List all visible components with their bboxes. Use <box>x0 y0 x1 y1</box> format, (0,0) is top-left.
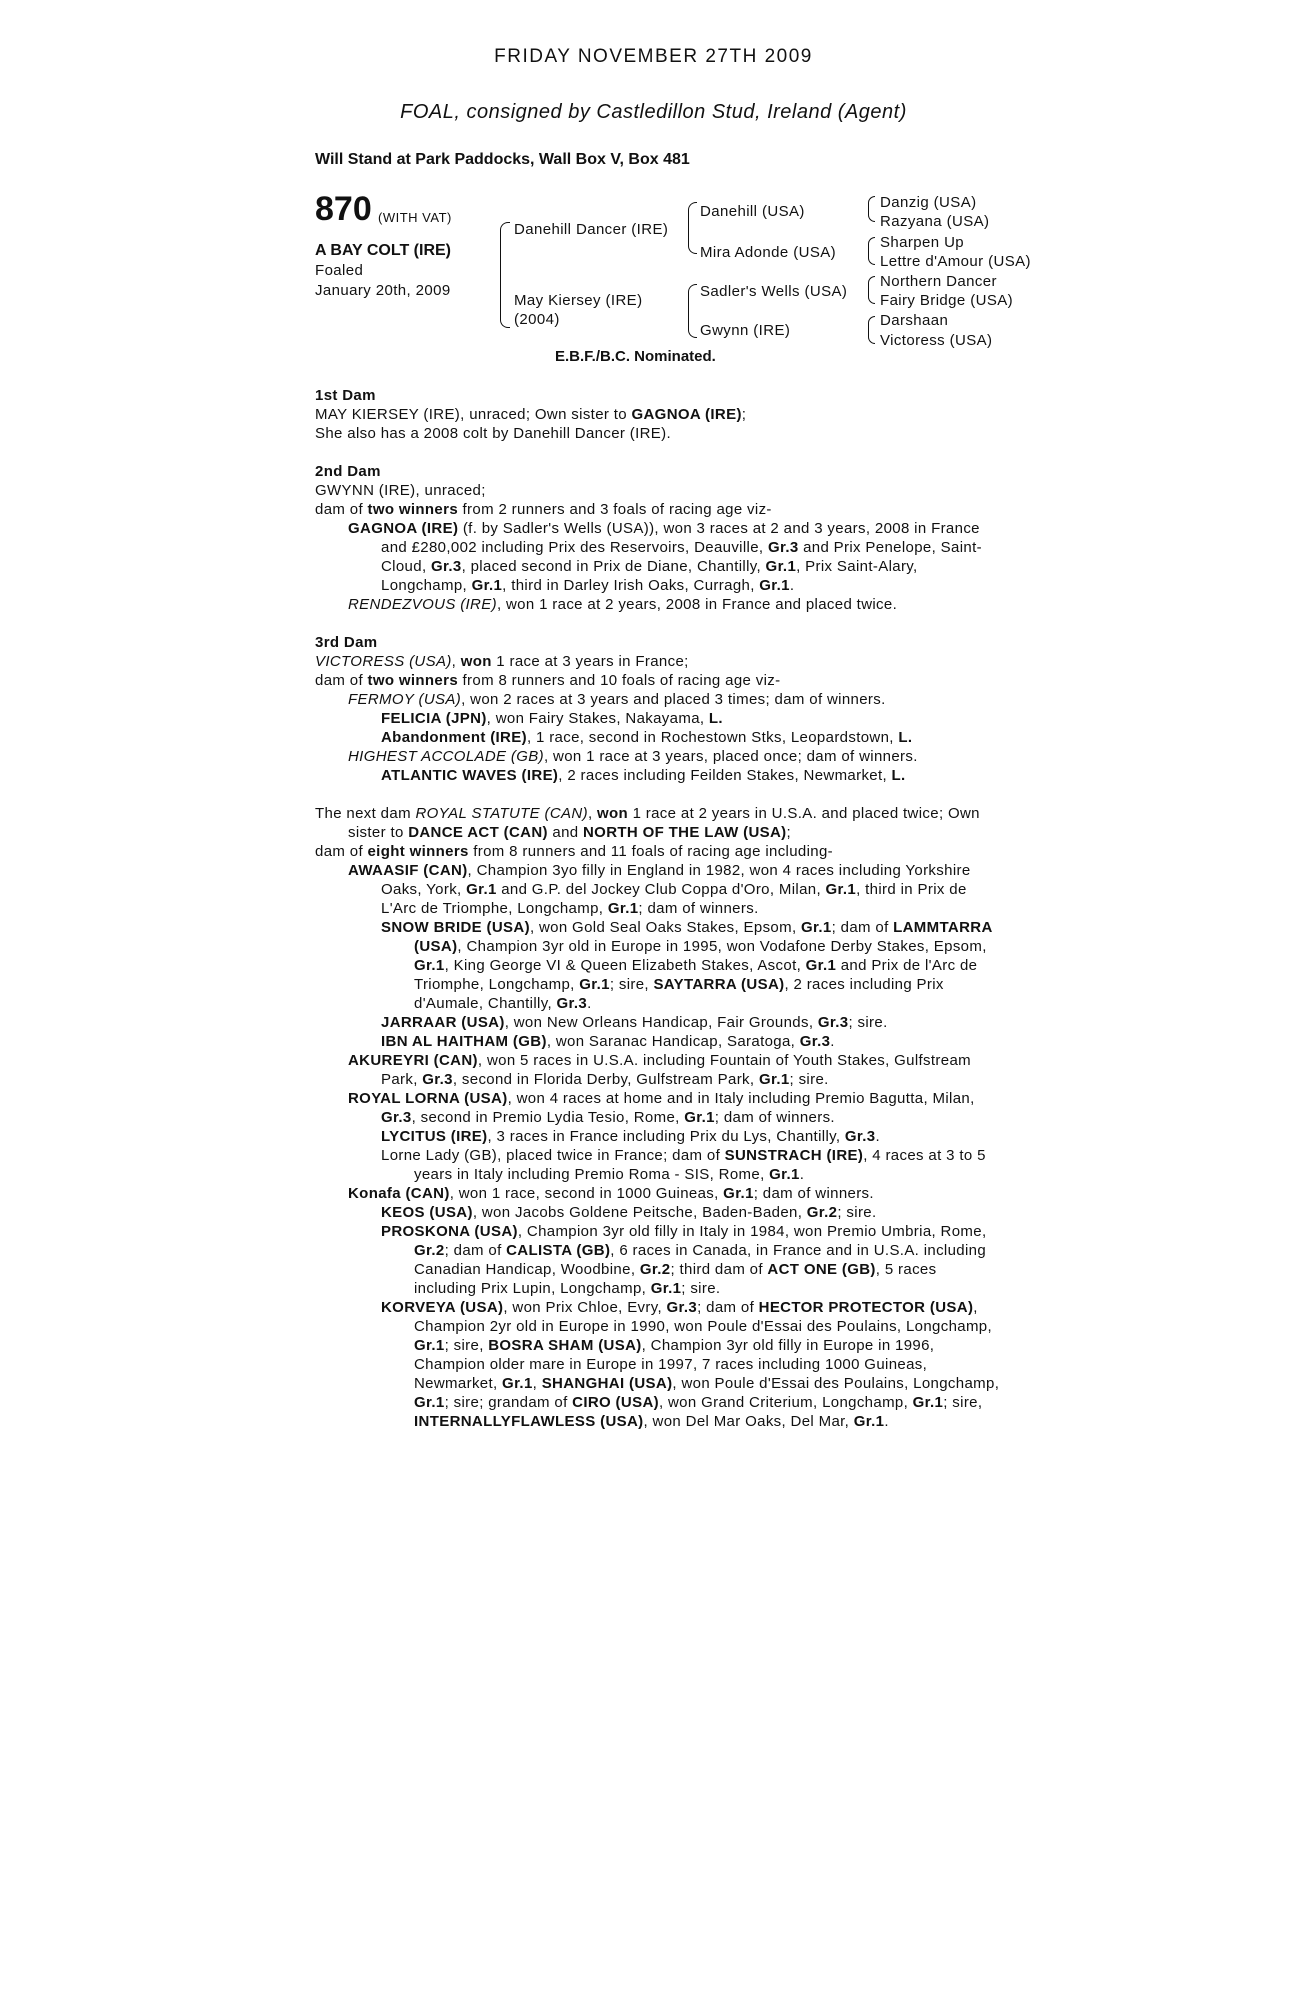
next-dam-produce: dam of eight winners from 8 runners and 11 foals of racing age including- <box>315 843 834 860</box>
pedigree-sire-dam: Mira Adonde (USA) <box>700 244 837 261</box>
entry-korveya: KORVEYA (USA), won Prix Chloe, Evry, Gr.3; dam of HECTOR PROTECTOR (USA), Champion 2yr old in Europe in 1990, won Poule d'Essai des Poulains, Longchamp, Gr.1; sire, BOSRA SHAM (USA), Champion 3yr old filly in Europe in 1996, Champion older mare in Europe in 1997, 7 races including 1000 Guineas, Newmarket, Gr.1, SHANGHAI (USA), won Poule d'Essai des Poulains, Longchamp, Gr.1; sire; grandam of CIRO (USA), won Grand Criterium, Longchamp, Gr.1; sire, INTERNALLYFLAWLESS (USA), won Del Mar Oaks, Del Mar, Gr.1. <box>381 1299 1000 1430</box>
pedigree-sire: Danehill Dancer (IRE) <box>514 221 669 238</box>
entry-keos: KEOS (USA), won Jacobs Goldene Peitsche, Baden-Baden, Gr.2; sire. <box>381 1204 877 1221</box>
entry-proskona: PROSKONA (USA), Champion 3yr old filly in Italy in 1984, won Premio Umbria, Rome, Gr.2; dam of CALISTA (GB), 6 races in Canada, in France and in U.S.A. including Canadian Handicap, Woodbine, Gr.2; third dam of ACT ONE (GB), 5 races including Prix Lupin, Longchamp, Gr.1; sire. <box>381 1223 987 1297</box>
stand-location: Will Stand at Park Paddocks, Wall Box V, Box 481 <box>315 151 690 168</box>
second-dam-line: GWYNN (IRE), unraced; <box>315 482 486 499</box>
pedigree-dds: Darshaan <box>880 312 949 329</box>
entry-gagnoa: GAGNOA (IRE) (f. by Sadler's Wells (USA)), won 3 races at 2 and 3 years, 2008 in France and £280,002 including Prix des Reservoirs, Deauville, Gr.3 and Prix Penelope, Saint-Cloud, Gr.3, placed second in Prix de Diane, Chantilly, Gr.1, Prix Saint-Alary, Longchamp, Gr.1, third in Darley Irish Oaks, Curragh, Gr.1. <box>348 520 982 594</box>
entry-jarraar: JARRAAR (USA), won New Orleans Handicap, Fair Grounds, Gr.3; sire. <box>381 1014 888 1031</box>
pedigree-dsd: Fairy Bridge (USA) <box>880 292 1014 309</box>
entry-snow-bride: SNOW BRIDE (USA), won Gold Seal Oaks Stakes, Epsom, Gr.1; dam of LAMMTARRA (USA), Champion 3yr old in Europe in 1995, won Vodafone Derby Stakes, Epsom, Gr.1, King George VI & Queen Elizabeth Stakes, Ascot, Gr.1 and Prix de l'Arc de Triomphe, Longchamp, Gr.1; sire, SAYTARRA (USA), 2 races including Prix d'Aumale, Chantilly, Gr.3. <box>381 919 993 1012</box>
foaled-label: Foaled <box>315 262 364 279</box>
first-dam-heading: 1st Dam <box>315 387 376 404</box>
entry-rendezvous: RENDEZVOUS (IRE), won 1 race at 2 years, 2008 in France and placed twice. <box>348 596 898 613</box>
third-dam-produce: dam of two winners from 8 runners and 10 foals of racing age viz- <box>315 672 781 689</box>
pedigree-dss: Northern Dancer <box>880 273 997 290</box>
consignor-line: FOAL, consigned by Castledillon Stud, Ireland (Agent) <box>400 101 907 123</box>
sale-date: FRIDAY NOVEMBER 27TH 2009 <box>494 46 813 67</box>
entry-fermoy: FERMOY (USA), won 2 races at 3 years and placed 3 times; dam of winners. <box>348 691 886 708</box>
pedigree-sdd: Lettre d'Amour (USA) <box>880 253 1031 270</box>
pedigree-sss: Danzig (USA) <box>880 194 977 211</box>
vat-note: (WITH VAT) <box>378 210 452 225</box>
first-dam-line: MAY KIERSEY (IRE), unraced; Own sister to GAGNOA (IRE); <box>315 406 747 423</box>
first-dam-note: She also has a 2008 colt by Danehill Dancer (IRE). <box>315 425 672 442</box>
pedigree-brace-ss <box>868 196 875 222</box>
pedigree-brace-dam <box>688 284 697 338</box>
pedigree-dam-sire: Sadler's Wells (USA) <box>700 283 848 300</box>
next-dam-line: The next dam ROYAL STATUTE (CAN), won 1 race at 2 years in U.S.A. and placed twice; Own sister to DANCE ACT (CAN) and NORTH OF THE LAW (USA); <box>315 805 980 841</box>
entry-royal-lorna: ROYAL LORNA (USA), won 4 races at home and in Italy including Premio Bagutta, Milan, Gr.3, second in Premio Lydia Tesio, Rome, Gr.1; dam of winners. <box>348 1090 975 1126</box>
pedigree-brace-sire <box>688 202 697 254</box>
pedigree-brace-dd <box>868 316 875 344</box>
pedigree-ssd: Razyana (USA) <box>880 213 990 230</box>
pedigree-sire-sire: Danehill (USA) <box>700 203 805 220</box>
foaled-date: January 20th, 2009 <box>315 282 451 299</box>
pedigree-dam: May Kiersey (IRE) <box>514 292 643 309</box>
third-dam-line: VICTORESS (USA), won 1 race at 3 years in France; <box>315 653 689 670</box>
dam-details <box>315 386 1000 1431</box>
horse-name: A BAY COLT (IRE) <box>315 242 452 259</box>
second-dam-produce: dam of two winners from 2 runners and 3 foals of racing age viz- <box>315 501 772 518</box>
pedigree-brace-ds <box>868 276 875 304</box>
entry-konafa: Konafa (CAN), won 1 race, second in 1000 Guineas, Gr.1; dam of winners. <box>348 1185 874 1202</box>
pedigree-brace-sd <box>868 237 875 265</box>
entry-atlantic-waves: ATLANTIC WAVES (IRE), 2 races including Feilden Stakes, Newmarket, L. <box>381 767 906 784</box>
second-dam-heading: 2nd Dam <box>315 463 381 480</box>
pedigree-brace-main <box>500 222 510 328</box>
pedigree-sds: Sharpen Up <box>880 234 965 251</box>
entry-akureyri: AKUREYRI (CAN), won 5 races in U.S.A. including Fountain of Youth Stakes, Gulfstream Park, Gr.3, second in Florida Derby, Gulfstream Park, Gr.1; sire. <box>348 1052 971 1088</box>
entry-lorne-lady: Lorne Lady (GB), placed twice in France; dam of SUNSTRACH (IRE), 4 races at 3 to 5 years in Italy including Premio Roma - SIS, Rome, Gr.1. <box>381 1147 986 1183</box>
entry-highest-accolade: HIGHEST ACCOLADE (GB), won 1 race at 3 years, placed once; dam of winners. <box>348 748 918 765</box>
entry-felicia: FELICIA (JPN), won Fairy Stakes, Nakayama, L. <box>381 710 723 727</box>
entry-abandonment: Abandonment (IRE), 1 race, second in Rochestown Stks, Leopardstown, L. <box>381 729 913 746</box>
pedigree-ddd: Victoress (USA) <box>880 332 993 349</box>
pedigree-dam-dam: Gwynn (IRE) <box>700 322 791 339</box>
entry-lycitus: LYCITUS (IRE), 3 races in France including Prix du Lys, Chantilly, Gr.3. <box>381 1128 881 1145</box>
third-dam-heading: 3rd Dam <box>315 634 378 651</box>
nomination-note: E.B.F./B.C. Nominated. <box>555 348 716 365</box>
pedigree-dam-year: (2004) <box>514 311 560 328</box>
lot-number: 870 <box>315 190 372 228</box>
entry-awaasif: AWAASIF (CAN), Champion 3yo filly in England in 1982, won 4 races including Yorkshire Oaks, York, Gr.1 and G.P. del Jockey Club Coppa d'Oro, Milan, Gr.1, third in Prix de L'Arc de Triomphe, Longchamp, Gr.1; dam of winners. <box>348 862 971 917</box>
entry-ibn-al-haitham: IBN AL HAITHAM (GB), won Saranac Handicap, Saratoga, Gr.3. <box>381 1033 835 1050</box>
